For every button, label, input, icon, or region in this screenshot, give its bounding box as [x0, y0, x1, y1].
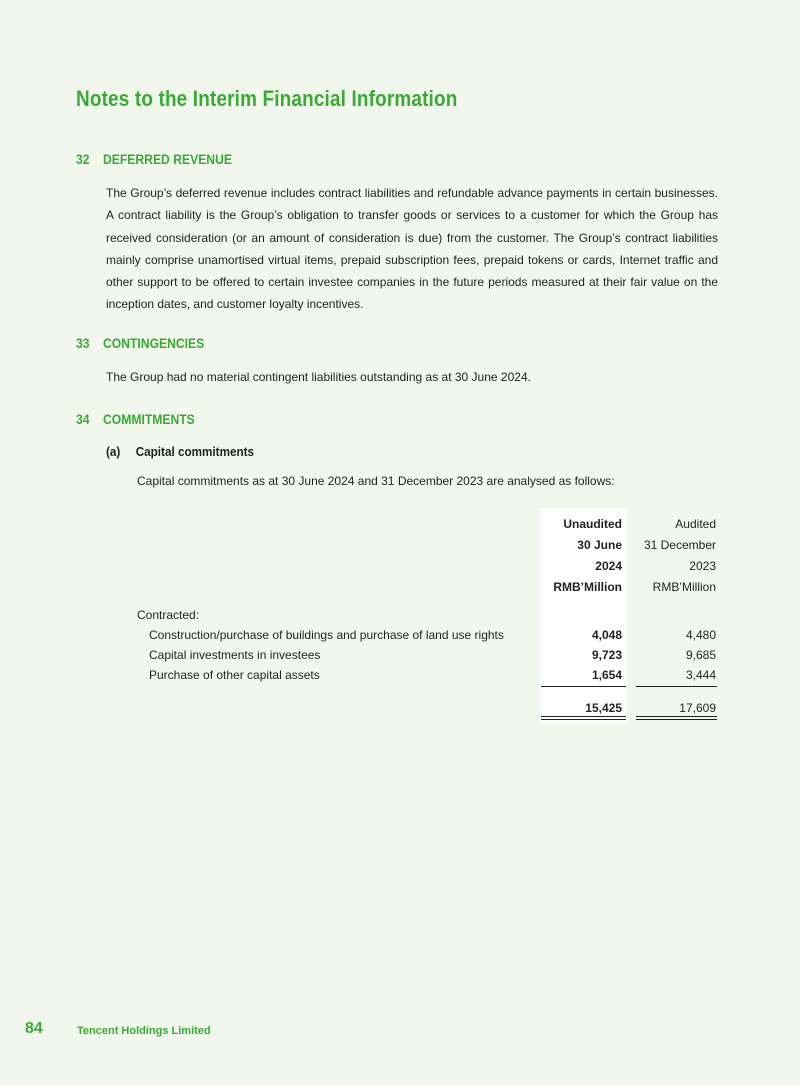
row-value-current: 9,723 — [591, 648, 622, 662]
row-value-previous: 3,444 — [685, 668, 716, 682]
total-current: 15,425 — [585, 701, 622, 715]
section-body-32: The Group’s deferred revenue includes contract liabilities and refundable advance payments in certain businesses. A contract liability is the Group’s obligation to transfer goods or services to a customer for which the Group has received consideration (or an amount of consideration is due) from the customer. The Group’s contract liabilities mainly comprise unamortised virtual items, prepaid subscription fees, prepaid tokens or cards, Internet traffic and other support to be offered to certain investee companies in the future periods measured at their fair value on the inception dates, and customer loyalty incentives. — [106, 186, 718, 312]
section-number: 32 — [76, 152, 90, 167]
subsection-heading — [106, 444, 254, 459]
section-title: CONTINGENCIES — [103, 336, 205, 351]
subtotal-rule — [636, 686, 717, 687]
page-title: Notes to the Interim Financial Information — [76, 86, 458, 111]
col-header-date: 30 June — [577, 538, 622, 552]
row-label: Capital investments in investees — [149, 648, 321, 662]
row-label: Construction/purchase of buildings and purchase of land use rights — [149, 628, 504, 642]
col-header-status: Audited — [675, 517, 716, 531]
subsection-title: Capital commitments — [135, 444, 255, 459]
section-body-33: The Group had no material contingent liabilities outstanding as at 30 June 2024. — [106, 370, 531, 384]
section-title: COMMITMENTS — [103, 412, 195, 427]
total-double-rule — [541, 716, 626, 717]
row-label: Purchase of other capital assets — [149, 668, 320, 682]
group-label: Contracted: — [137, 608, 200, 622]
col-header-unit: RMB’Million — [652, 580, 716, 594]
row-value-previous: 9,685 — [685, 648, 716, 662]
total-double-rule — [636, 719, 717, 720]
row-value-current: 1,654 — [591, 668, 622, 682]
row-value-previous: 4,480 — [685, 628, 716, 642]
total-previous: 17,609 — [679, 701, 716, 715]
row-value-current: 4,048 — [591, 628, 622, 642]
section-heading-32 — [76, 152, 232, 167]
col-header-year: 2023 — [689, 559, 716, 573]
total-double-rule — [541, 719, 626, 720]
section-heading-34 — [76, 412, 195, 427]
section-number: 34 — [76, 412, 90, 427]
total-double-rule — [636, 716, 717, 717]
col-header-date: 31 December — [643, 538, 716, 552]
subtotal-rule — [541, 686, 626, 687]
col-header-status: Unaudited — [563, 517, 622, 531]
company-name: Tencent Holdings Limited — [77, 1025, 211, 1037]
page-number: 84 — [25, 1020, 43, 1037]
col-header-year: 2024 — [595, 559, 622, 573]
section-number: 33 — [76, 336, 90, 351]
col-header-unit: RMB’Million — [553, 580, 622, 594]
section-heading-33 — [76, 336, 204, 351]
subsection-letter: (a) — [106, 444, 121, 459]
subsection-intro: Capital commitments as at 30 June 2024 and 31 December 2023 are analysed as follows: — [137, 474, 615, 488]
section-title: DEFERRED REVENUE — [103, 152, 232, 167]
